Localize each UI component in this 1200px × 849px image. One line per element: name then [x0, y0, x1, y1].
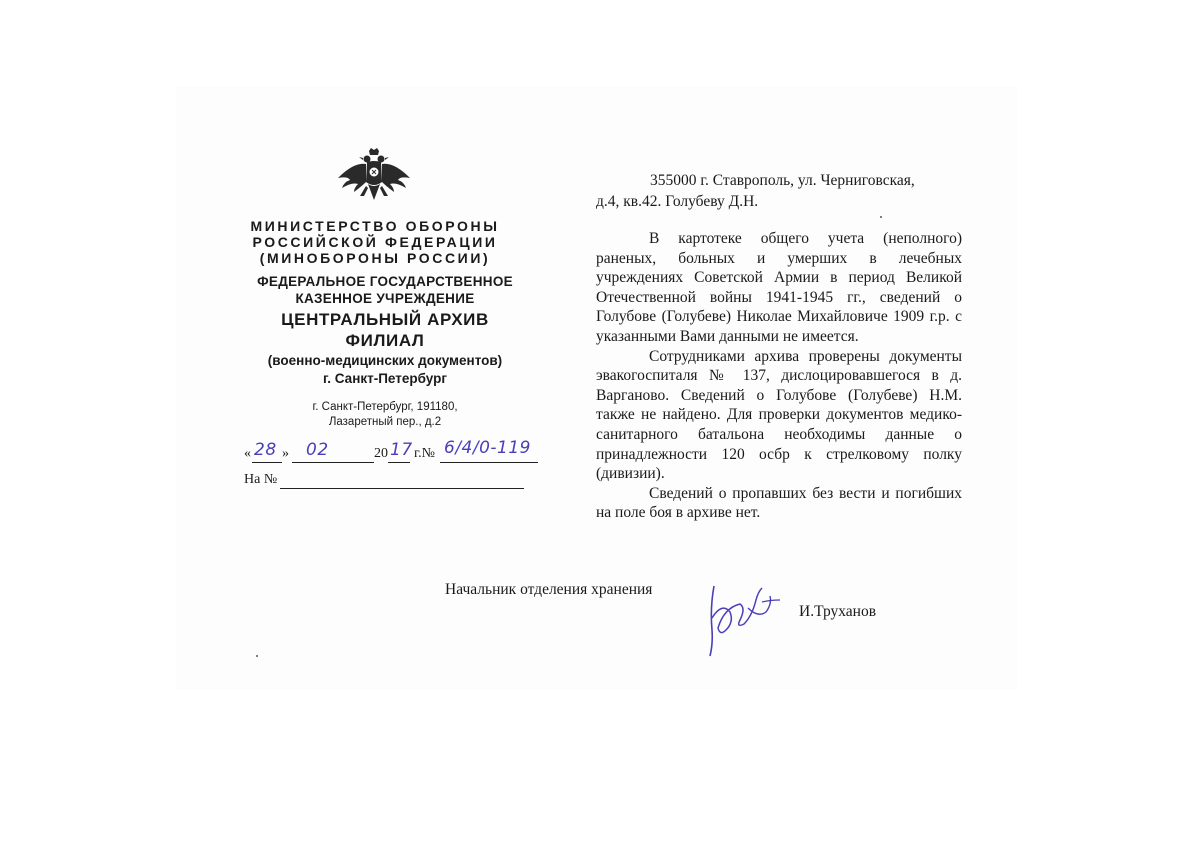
- ministry-line-2: РОССИЙСКОЙ ФЕДЕРАЦИИ: [252, 234, 498, 250]
- reply-to-number: [244, 472, 534, 492]
- signatory-title: Начальник отделения хранения: [445, 581, 653, 598]
- recipient-address-line-2: д.4, кв.42. Голубеву Д.Н.: [596, 193, 759, 210]
- year-prefix: 20: [374, 446, 388, 461]
- handwritten-number: 6/4/0-119: [444, 438, 531, 458]
- branch-subtitle: (военно-медицинских документов): [267, 353, 503, 368]
- quote-close: »: [282, 446, 289, 461]
- number-underline: [440, 462, 538, 463]
- ministry-line-1: МИНИСТЕРСТВО ОБОРОНЫ: [250, 218, 500, 234]
- scan-speck: [880, 216, 882, 218]
- body-paragraph-2: Сотрудниками архива проверены документы эвакогоспиталя № 137, дислоцировавшегося в д. Варганово. Сведений о Голубове (Голубеве) Н.М. также не найдено. Для проверки документов медико-санитарного батальона необходимы данные о принадлежности 120 осбр к стрелковому полку (дивизии).: [596, 347, 962, 483]
- address-line-1: г. Санкт-Петербург, 191180,: [312, 401, 458, 413]
- day-underline: [252, 462, 282, 463]
- outgoing-date-number: [244, 438, 544, 466]
- institution-line-1: ФЕДЕРАЛЬНОЕ ГОСУДАРСТВЕННОЕ: [257, 274, 513, 289]
- ministry-line-3: (МИНОБОРОНЫ РОССИИ): [259, 250, 491, 266]
- handwritten-year: 17: [390, 440, 413, 460]
- letter-body: [596, 229, 962, 523]
- branch-city: г. Санкт-Петербург: [323, 371, 447, 386]
- address-line-2: Лазаретный пер., д.2: [328, 416, 442, 428]
- institution-line-2: КАЗЕННОЕ УЧРЕЖДЕНИЕ: [295, 291, 475, 306]
- reply-label: На №: [244, 472, 278, 487]
- handwritten-day: 28: [254, 440, 277, 460]
- body-paragraph-3: Сведений о пропавших без вести и погибших на поле боя в архиве нет.: [596, 484, 962, 522]
- number-label: г.№: [414, 446, 436, 461]
- body-paragraph-1: В картотеке общего учета (неполного) раненых, больных и умерших в лечебных учреждениях Советской Армии в период Великой Отечественной войны 1941-1945 гг., сведений о Голубове (Голубеве) Николае Михайловиче 1909 г.р. с указанными Вами данными не имеется.: [596, 230, 962, 345]
- double-headed-eagle-emblem: [336, 148, 412, 206]
- handwritten-month: 02: [306, 440, 329, 460]
- year-underline: [388, 462, 410, 463]
- scan-speck: [256, 655, 258, 657]
- recipient-address-line-1: 355000 г. Ставрополь, ул. Черниговская,: [650, 172, 915, 189]
- handwritten-signature: [700, 578, 810, 660]
- signatory-name: И.Труханов: [799, 603, 877, 620]
- month-underline: [292, 462, 374, 463]
- reply-underline: [280, 488, 524, 489]
- quote-open: «: [244, 446, 251, 461]
- archive-title: ЦЕНТРАЛЬНЫЙ АРХИВ: [281, 310, 489, 329]
- branch-title: ФИЛИАЛ: [345, 331, 425, 350]
